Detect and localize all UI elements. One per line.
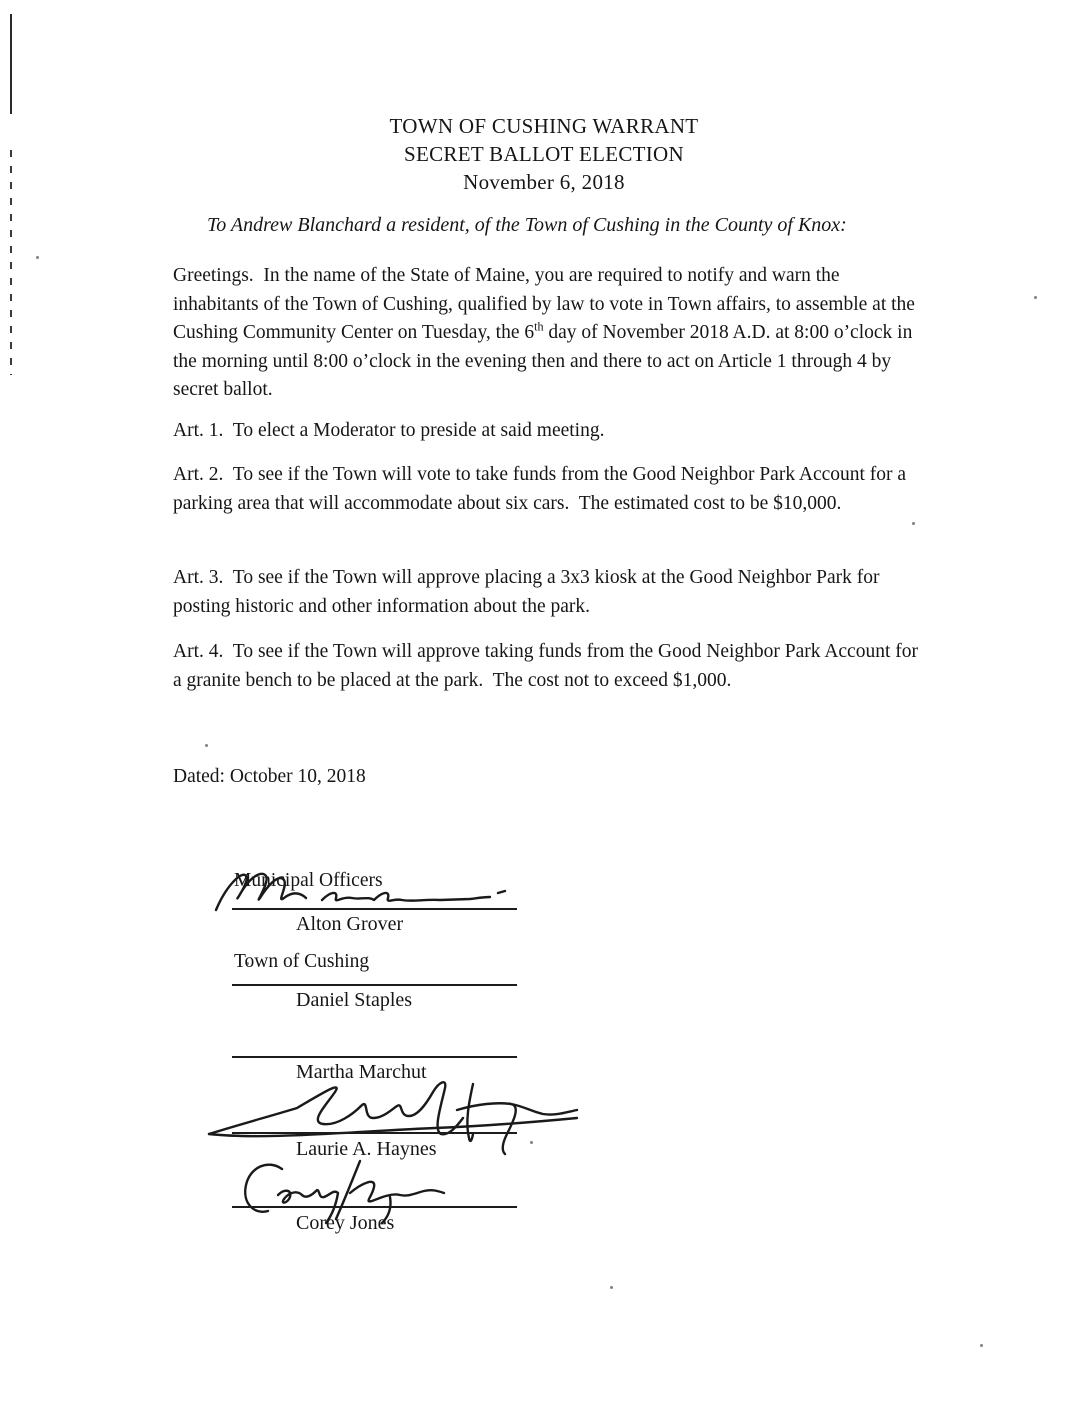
scan-speck — [610, 1286, 613, 1289]
signatory-name: Daniel Staples — [296, 989, 413, 1011]
document-header — [0, 112, 1088, 196]
signature-line-corey-jones — [232, 1206, 517, 1208]
officers-line-2: Town of Cushing — [234, 951, 370, 972]
ordinal-superscript: th — [534, 319, 544, 334]
greeting-paragraph — [173, 262, 923, 405]
title-line-warrant: TOWN OF CUSHING WARRANT — [389, 114, 699, 138]
article-3: Art. 3. To see if the Town will approve placing a 3x3 kiosk at the Good Neighbor Park for posting historic and other information about the park. — [173, 567, 885, 617]
dated-line: Dated: October 10, 2018 — [173, 766, 366, 787]
greeting-text-end: day of November 2018 A.D. at 8:00 o’clock in the morning until 8:00 o’clock in the evening then and there to act on Article 1 through 4 by secret ballot. — [173, 322, 918, 400]
article-4: Art. 4. To see if the Town will approve taking funds from the Good Neighbor Park Account for a granite bench to be placed at the park. The cost not to exceed $1,000. — [173, 641, 923, 691]
officers-line-1: Municipal Officers — [234, 870, 383, 891]
signatory-name: Laurie A. Haynes — [296, 1138, 437, 1160]
scan-speck — [36, 256, 39, 259]
signatory-name: Martha Marchut — [296, 1061, 427, 1083]
scan-artifact-edge-line — [10, 14, 12, 114]
greeting-text-start: Greetings. In the name of the State of Maine, you are required to notify and warn the inhabitants of the Town of Cushing, qualified by law to vote in Town affairs, to assemble at the Cushing Community Center on Tuesday, the 6 — [173, 265, 920, 343]
scan-speck — [1034, 296, 1037, 299]
signatory-name: Alton Grover — [296, 913, 404, 935]
article-1: Art. 1. To elect a Moderator to preside at said meeting. — [173, 420, 605, 441]
scan-speck — [912, 522, 915, 525]
article-2: Art. 2. To see if the Town will vote to take funds from the Good Neighbor Park Account for a parking area that will accommodate about six cars. The estimated cost to be $10,000. — [173, 464, 911, 514]
signature-line-daniel-staples — [232, 984, 517, 986]
signature-line-alton-grover — [232, 908, 517, 910]
scan-speck — [980, 1344, 983, 1347]
signature-line-martha-marchut — [232, 1056, 517, 1058]
signature-line-laurie-haynes — [232, 1132, 517, 1134]
title-line-election: SECRET BALLOT ELECTION — [404, 142, 684, 166]
scan-speck — [205, 744, 208, 747]
signatory-name: Corey Jones — [296, 1212, 395, 1234]
salutation-line: To Andrew Blanchard a resident, of the Town of Cushing in the County of Knox: — [207, 214, 847, 236]
title-line-date: November 6, 2018 — [463, 170, 625, 194]
